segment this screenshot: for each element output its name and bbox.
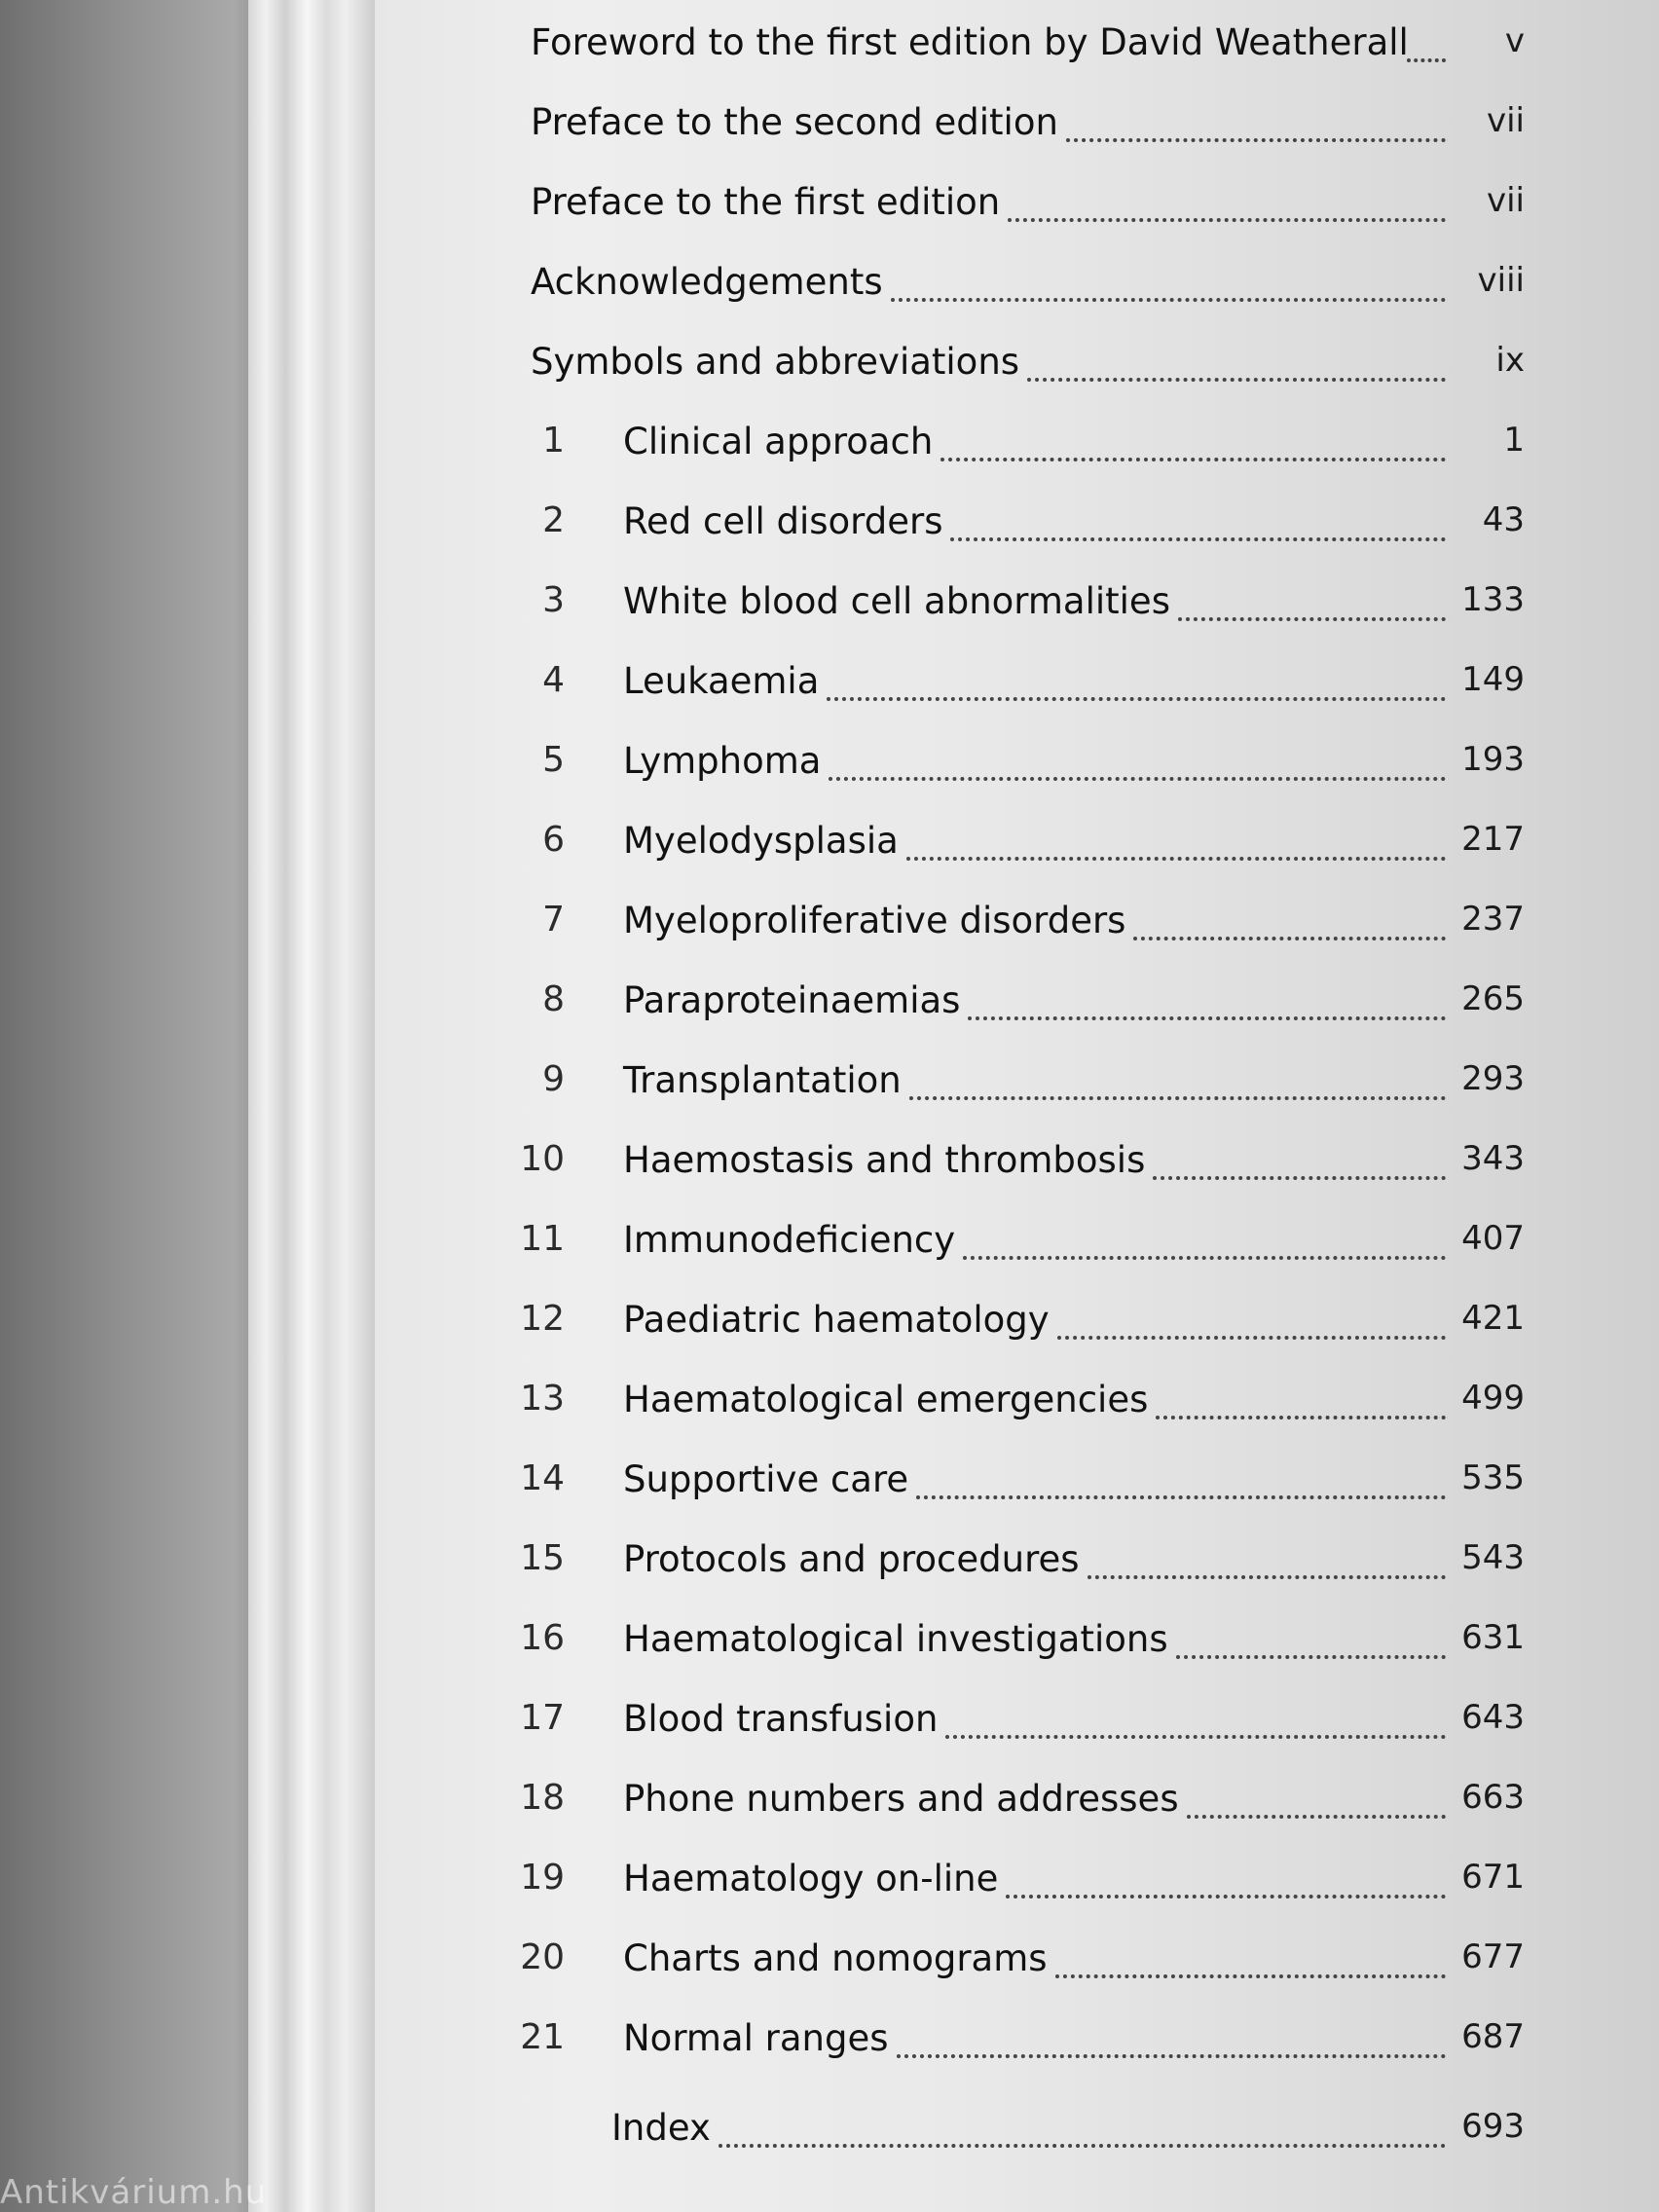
entry-title: Index: [611, 2107, 711, 2149]
chapter-title: Normal ranges: [623, 2017, 889, 2059]
toc-entry-row: [0, 261, 1659, 319]
toc-chapter-row: [0, 1538, 1659, 1597]
dot-leader: [950, 537, 1446, 541]
chapter-title: Paediatric haematology: [623, 1299, 1050, 1341]
dot-leader: [719, 2144, 1446, 2148]
toc-chapter-row: [0, 1698, 1659, 1756]
chapter-number: 19: [520, 1858, 565, 1898]
chapter-title: Myeloproliferative disorders: [623, 900, 1126, 941]
chapter-number: 7: [542, 900, 565, 940]
page-number: 671: [1461, 1858, 1525, 1897]
chapter-title: Blood transfusion: [623, 1698, 939, 1740]
page-number: 631: [1461, 1618, 1525, 1657]
page-number: viii: [1477, 261, 1525, 300]
dot-leader: [827, 697, 1446, 701]
chapter-number: 18: [520, 1778, 565, 1818]
page-number: 421: [1461, 1299, 1525, 1338]
chapter-number: 20: [520, 1937, 565, 1977]
toc-chapter-row: [0, 580, 1659, 639]
toc-entry-row: [0, 181, 1659, 240]
chapter-title: Haematology on-line: [623, 1858, 999, 1899]
page-number: 677: [1461, 1937, 1525, 1976]
chapter-title: Haemostasis and thrombosis: [623, 1139, 1146, 1181]
toc-chapter-row: [0, 1299, 1659, 1357]
page-number: 543: [1461, 1538, 1525, 1577]
page-number: 693: [1461, 2107, 1525, 2146]
toc-chapter-row: [0, 1139, 1659, 1198]
chapter-title: Immunodeficiency: [623, 1219, 956, 1261]
toc-chapter-row: [0, 900, 1659, 958]
entry-title: Symbols and abbreviations: [531, 341, 1020, 383]
chapter-title: Myelodysplasia: [623, 820, 899, 862]
entry-title: Foreword to the first edition by David Weatherall: [531, 21, 1409, 63]
toc-chapter-row: [0, 1219, 1659, 1277]
chapter-title: Paraproteinaemias: [623, 979, 961, 1021]
dot-leader: [940, 458, 1446, 461]
chapter-number: 15: [520, 1538, 565, 1578]
toc-chapter-row: [0, 1059, 1659, 1118]
page-number: 293: [1461, 1059, 1525, 1098]
dot-leader: [1055, 1974, 1446, 1978]
page-number: 687: [1461, 2017, 1525, 2056]
chapter-number: 17: [520, 1698, 565, 1738]
dot-leader: [945, 1735, 1446, 1739]
dot-leader: [1008, 218, 1446, 222]
chapter-number: 13: [520, 1379, 565, 1419]
chapter-number: 10: [520, 1139, 565, 1179]
chapter-title: Red cell disorders: [623, 500, 943, 542]
chapter-title: Lymphoma: [623, 740, 822, 782]
toc-entry-row: [0, 101, 1659, 160]
page-number: vii: [1486, 101, 1525, 140]
toc-chapter-row: [0, 1618, 1659, 1677]
chapter-number: 5: [542, 740, 565, 780]
chapter-title: Haematological investigations: [623, 1618, 1168, 1660]
page-number: 265: [1461, 979, 1525, 1018]
page-number: 407: [1461, 1219, 1525, 1258]
chapter-title: White blood cell abnormalities: [623, 580, 1170, 622]
dot-leader: [1006, 1895, 1446, 1899]
toc-entry-row: [0, 2107, 1659, 2165]
chapter-title: Transplantation: [623, 1059, 902, 1101]
page-number: 237: [1461, 900, 1525, 939]
page-number: 217: [1461, 820, 1525, 859]
page-number: 499: [1461, 1379, 1525, 1418]
chapter-number: 8: [542, 979, 565, 1019]
page-number: vii: [1486, 181, 1525, 220]
chapter-number: 12: [520, 1299, 565, 1339]
dot-leader: [963, 1256, 1446, 1260]
page-number: ix: [1495, 341, 1525, 380]
dot-leader: [968, 1016, 1446, 1020]
entry-title: Preface to the second edition: [531, 101, 1058, 143]
toc-chapter-row: [0, 660, 1659, 719]
page-number: v: [1504, 21, 1525, 60]
chapter-number: 21: [520, 2017, 565, 2057]
chapter-title: Protocols and procedures: [623, 1538, 1080, 1580]
chapter-title: Haematological emergencies: [623, 1379, 1149, 1420]
page-number: 133: [1461, 580, 1525, 619]
chapter-title: Phone numbers and addresses: [623, 1778, 1179, 1820]
chapter-number: 14: [520, 1458, 565, 1498]
chapter-title: Clinical approach: [623, 421, 934, 462]
toc-entry-row: [0, 341, 1659, 399]
toc-chapter-row: [0, 1858, 1659, 1916]
toc-chapter-row: [0, 421, 1659, 479]
chapter-number: 16: [520, 1618, 565, 1658]
chapter-title: Supportive care: [623, 1458, 909, 1500]
chapter-title: Charts and nomograms: [623, 1937, 1048, 1979]
toc-chapter-row: [0, 820, 1659, 878]
entry-title: Acknowledgements: [531, 261, 883, 303]
dot-leader: [909, 1096, 1446, 1100]
entry-title: Preface to the first edition: [531, 181, 1001, 223]
page-number: 535: [1461, 1458, 1525, 1497]
toc-entry-row: [0, 21, 1659, 80]
chapter-number: 2: [542, 500, 565, 540]
page-number: 193: [1461, 740, 1525, 779]
chapter-number: 9: [542, 1059, 565, 1099]
dot-leader: [906, 857, 1446, 861]
page-number: 663: [1461, 1778, 1525, 1817]
dot-leader: [891, 298, 1446, 302]
dot-leader: [897, 2054, 1446, 2058]
page-number: 343: [1461, 1139, 1525, 1178]
chapter-title: Leukaemia: [623, 660, 820, 702]
chapter-number: 11: [520, 1219, 565, 1259]
dot-leader: [916, 1495, 1446, 1499]
toc-chapter-row: [0, 1458, 1659, 1517]
page-number: 643: [1461, 1698, 1525, 1737]
chapter-number: 3: [542, 580, 565, 620]
toc-chapter-row: [0, 979, 1659, 1038]
toc-chapter-row: [0, 2017, 1659, 2076]
chapter-number: 1: [542, 421, 565, 461]
page-number: 149: [1461, 660, 1525, 699]
chapter-number: 6: [542, 820, 565, 860]
toc-chapter-row: [0, 1778, 1659, 1836]
toc-chapter-row: [0, 1379, 1659, 1437]
dot-leader: [1027, 378, 1446, 382]
page-number: 43: [1482, 500, 1525, 539]
toc-chapter-row: [0, 740, 1659, 798]
watermark: Antikvárium.hu: [0, 2173, 268, 2212]
dot-leader: [829, 777, 1446, 781]
toc-chapter-row: [0, 1937, 1659, 1996]
toc-chapter-row: [0, 500, 1659, 559]
page-number: 1: [1503, 421, 1525, 460]
chapter-number: 4: [542, 660, 565, 700]
